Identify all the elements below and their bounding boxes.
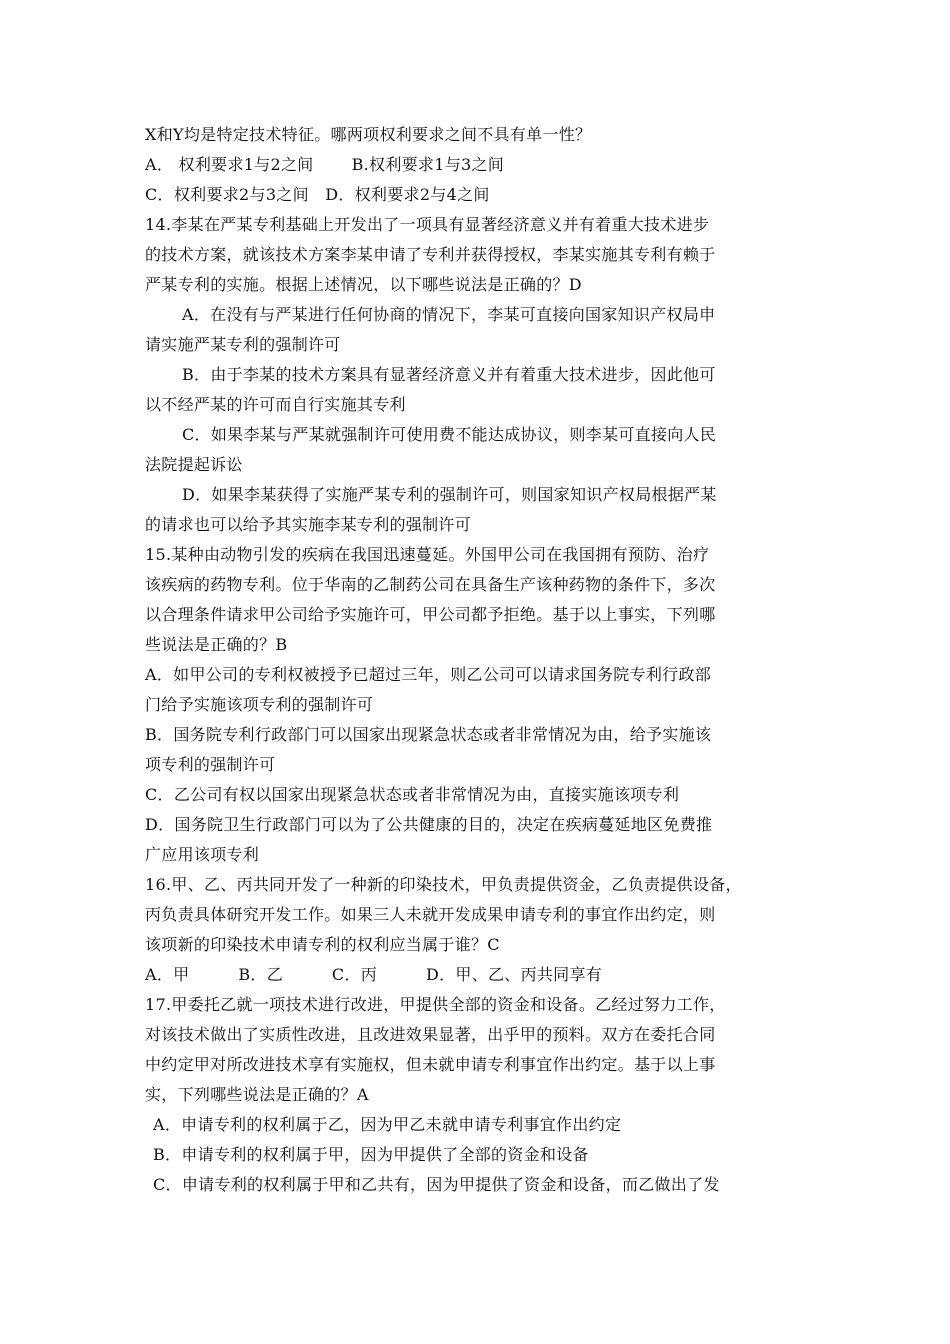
option-line: A．如甲公司的专利权被授予已超过三年，则乙公司可以请求国务院专利行政部 [145,665,712,684]
text-line: 实，下列哪些说法是正确的？A [145,1085,369,1104]
option-line: C．权利要求2与3之间 D．权利要求2与4之间 [145,185,490,204]
text-line: 法院提起诉讼 [145,455,243,474]
option-line: A．申请专利的权利属于乙，因为甲乙未就申请专利事宜作出约定 [153,1115,622,1134]
option-line: D．国务院卫生行政部门可以为了公共健康的目的，决定在疾病蔓延地区免费推 [145,815,713,834]
text-line: 项专利的强制许可 [145,755,276,774]
option-line: A．甲 B．乙 C．丙 D．甲、乙、丙共同享有 [145,965,603,984]
text-line: 中约定甲对所改进技术享有实施权，但未就申请专利事宜作出约定。基于以上事 [145,1055,716,1074]
text-line: 些说法是正确的？B [145,635,288,654]
option-line: B．申请专利的权利属于甲，因为甲提供了全部的资金和设备 [153,1145,589,1164]
option-line: B．国务院专利行政部门可以国家出现紧急状态或者非常情况为由，给予实施该 [145,725,712,744]
option-line: C．如果李某与严某就强制许可使用费不能达成协议，则李某可直接向人民 [182,425,717,444]
text-line: 严某专利的实施。根据上述情况，以下哪些说法是正确的？D [145,275,582,294]
option-line: A．在没有与严某进行任何协商的情况下，李某可直接向国家知识产权局申 [182,305,716,324]
option-line: B．由于李某的技术方案具有显著经济意义并有着重大技术进步，因此他可 [182,365,716,384]
option-line: D．如果李某获得了实施严某专利的强制许可，则国家知识产权局根据严某 [182,485,717,504]
option-line: C．乙公司有权以国家出现紧急状态或者非常情况为由，直接实施该项专利 [145,785,680,804]
text-line: 丙负责具体研究开发工作。如果三人未就开发成果申请专利的事宜作出约定，则 [145,905,716,924]
question-17: 17.甲委托乙就一项技术进行改进，甲提供全部的资金和设备。乙经过努力工作， [145,995,726,1014]
text-line: 该项新的印染技术申请专利的权利应当属于谁？C [145,935,500,954]
text-line: X和Y均是特定技术特征。哪两项权利要求之间不具有单一性？ [145,125,592,144]
text-line: 对该技术做出了实质性改进，且改进效果显著，出乎甲的预料。双方在委托合同 [145,1025,716,1044]
text-line: 的技术方案，就该技术方案李某申请了专利并获得授权，李某实施其专利有赖于 [145,245,716,264]
question-14: 14.李某在严某专利基础上开发出了一项具有显著经济意义并有着重大技术进步 [145,215,710,234]
option-line: C．申请专利的权利属于甲和乙共有，因为甲提供了资金和设备，而乙做出了发 [153,1175,720,1194]
text-line: 以合理条件请求甲公司给予实施许可，甲公司都予拒绝。基于以上事实，下列哪 [145,605,716,624]
document-body [145,120,815,1200]
text-line: 的请求也可以给予其实施李某专利的强制许可 [145,515,472,534]
text-line: 广应用该项专利 [145,845,260,864]
text-line: 以不经严某的许可而自行实施其专利 [145,395,406,414]
text-line: 门给予实施该项专利的强制许可 [145,695,374,714]
option-line: A． 权利要求1与2之间 B.权利要求1与3之间 [145,155,505,174]
question-15: 15.某种由动物引发的疾病在我国迅速蔓延。外国甲公司在我国拥有预防、治疗 [145,545,710,564]
text-line: 该疾病的药物专利。位于华南的乙制药公司在具备生产该种药物的条件下，多次 [145,575,716,594]
text-line: 请实施严某专利的强制许可 [145,335,341,354]
question-16: 16.甲、乙、丙共同开发了一种新的印染技术，甲负责提供资金，乙负责提供设备， [145,875,742,894]
